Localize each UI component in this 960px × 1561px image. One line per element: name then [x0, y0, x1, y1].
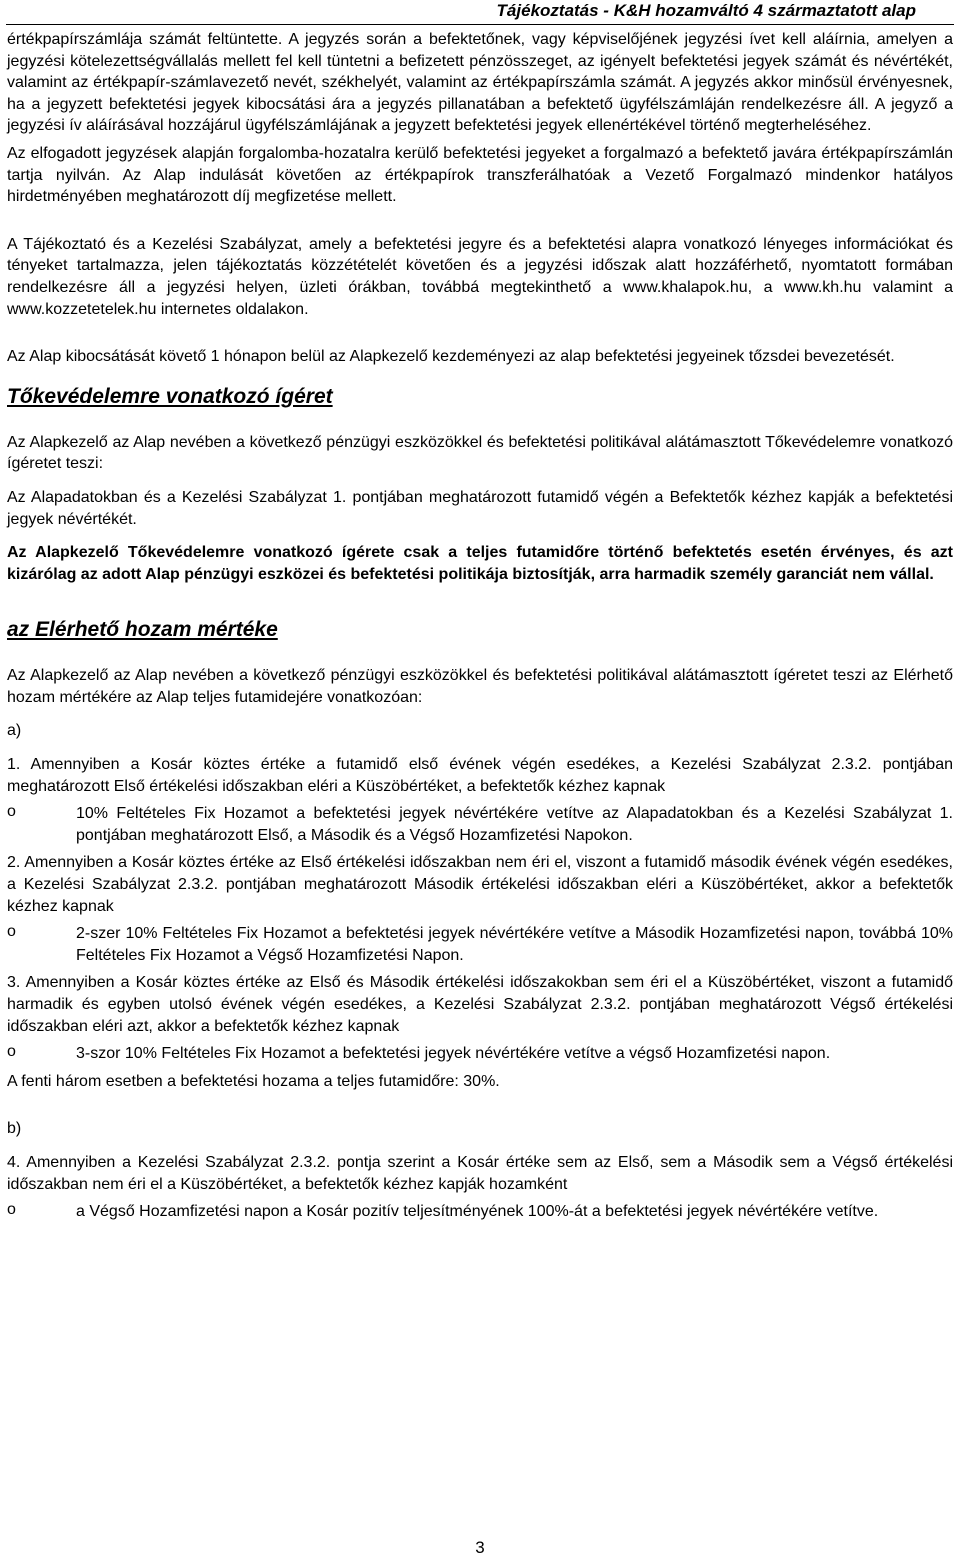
paragraph-yield-summary: A fenti három esetben a befektetési hozama a teljes futamidőre: 30%. [7, 1072, 500, 1090]
bullet-marker: o [7, 1201, 16, 1219]
label-case-a: a) [7, 722, 22, 740]
label-case-b: b) [7, 1120, 22, 1138]
paragraph-yield-intro: Az Alapkezelő az Alap nevében a következő pénzügyi eszközökkel és befektetési politikával alátámasztott ígéretet teszi az Elérhető hozam mértékére az Alap teljes futamidejére vonatkozóan: [7, 667, 953, 706]
bullet-marker: o [7, 923, 16, 941]
paragraph-subscription: értékpapírszámlája számát feltüntette. A jegyzés során a befektetőnek, vagy képviselőjének jegyzési ívet kell aláírnia, amelyen a jegyzési kötelezettségvállalás mellett fel kell tüntetni a befizetett pénzösszeget, az igényelt befektetési jegyek számát és névértékét, valamint az értékpapír-számlavezető nevét, székhelyét, valamint az értékpapírszámla számát. A jegyzés akkor minősül érvényesnek, ha a jegyzett befektetési jegyek kibocsátási ára a jegyzés pillanatában a befektető ügyfélszámláján rendelkezésre áll. A jegyző a jegyzési ív aláírásával hozzájárul ügyfélszámlájának a jegyzett befektetési jegyek ellenértékével történő megterheléséhez. [7, 31, 953, 135]
running-header: Tájékoztatás - K&H hozamváltó 4 származtatott alap [496, 1, 916, 20]
header-divider [6, 24, 954, 25]
bullet-text: 2-szer 10% Feltételes Fix Hozamot a befektetési jegyek névértékére vetítve a Második Hozamfizetési napon, továbbá 10% Feltételes Fix Hozamot a Végső Hozamfizetési Napon. [76, 925, 953, 964]
bullet-text: 3-szor 10% Feltételes Fix Hozamot a befektetési jegyek névértékére vetítve a végső Hozamfizetési napon. [76, 1045, 831, 1063]
bullet-text: 10% Feltételes Fix Hozamot a befektetési jegyek névértékére vetítve az Alapadatokban és a Kezelési Szabályzat 1. pontjában meghatározott Első, a Második és a Végső Hozamfizetési Napokon. [76, 805, 953, 844]
list-item-case-3: 3. Amennyiben a Kosár köztes értéke az Első és Második értékelési időszakokban sem éri el a Küszöbértéket, viszont a futamidő harmadik és egyben utolsó évének végén esedékes, a Kezelési Szabályzat 2.3.2. pontjában meghatározott Végső értékelési időszakban eléri azt, akkor a befektetők kézhez kapnak [7, 974, 953, 1035]
document-body [7, 29, 953, 1229]
list-item-case-4: 4. Amennyiben a Kezelési Szabályzat 2.3.2. pontja szerint a Kosár értéke sem az Első, sem a Második sem a Végső értékelési időszakban nem éri el a Küszöbértéket, a befektetők kézhez kapják hozamként [7, 1153, 953, 1193]
bullet-case-4 [7, 1201, 953, 1223]
bullet-marker: o [7, 803, 16, 821]
paragraph-listing: Az Alap kibocsátását követő 1 hónapon belül az Alapkezelő kezdeményezi az alap befektetési jegyeinek tőzsdei bevezetését. [7, 348, 895, 366]
bullet-text: a Végső Hozamfizetési napon a Kosár pozitív teljesítményének 100%-át a befektetési jegyek névértékére vetítve. [76, 1203, 879, 1221]
bullet-case-1 [7, 803, 953, 846]
section-heading-achievable-yield: az Elérhető hozam mértéke [7, 618, 278, 642]
paragraph-capital-protection-term: Az Alapadatokban és a Kezelési Szabályzat 1. pontjában meghatározott futamidő végén a Befektetők kézhez kapják a befektetési jegyek névértékét. [7, 488, 953, 528]
bullet-case-3 [7, 1043, 953, 1065]
list-item-case-2: 2. Amennyiben a Kosár köztes értéke az Első értékelési időszakban nem éri el, viszont a futamidő második évének végén esedékes, a Kezelési Szabályzat 2.3.2. pontjában meghatározott Második értékelési időszakban eléri a Küszöbértéket, akkor a befektetők kézhez kapnak [7, 854, 953, 915]
paragraph-capital-protection-intro: Az Alapkezelő az Alap nevében a következő pénzügyi eszközökkel és befektetési politikával alátámasztott Tőkevédelemre vonatkozó ígéretet teszi: [7, 433, 953, 473]
paragraph-transfer: Az elfogadott jegyzések alapján forgalomba-hozatalra kerülő befektetési jegyeket a forgalmazó a befektető javára értékpapírszámlán tartja nyilván. Az Alap indulását követően az értékpapírok transzferálhatóak a Vezető Forgalmazó mindenkor hatályos hirdetményében meghatározott díj megfizetése mellett. [7, 144, 953, 206]
page-number: 3 [475, 1538, 485, 1557]
paragraph-capital-protection-disclaimer: Az Alapkezelő Tőkevédelemre vonatkozó ígérete csak a teljes futamidőre történő befektetés esetén érvényes, és azt kizárólag az adott Alap pénzügyi eszközei és befektetési politikája biztosítják, arra harmadik személy garanciát nem vállal. [7, 544, 953, 583]
paragraph-availability: A Tájékoztató és a Kezelési Szabályzat, amely a befektetési jegyre és a befektetési alapra vonatkozó lényeges információkat és tényeket tartalmazza, jelen tájékoztatás közzétételét követően és a jegyzési időszak alatt hozzáférhető, nyomtatott formában rendelkezésre áll a jegyzési helyen, üzleti órákban, továbbá megtekinthető a www.khalapok.hu, a www.kh.hu valamint a www.kozzetetelek.hu internetes oldalakon. [7, 235, 953, 318]
section-heading-capital-protection: Tőkevédelemre vonatkozó ígéret [7, 384, 333, 408]
list-item-case-1: 1. Amennyiben a Kosár köztes értéke a futamidő első évének végén esedékes, a Kezelési Szabályzat 2.3.2. pontjában meghatározott Első értékelési időszakban eléri a Küszöbértéket, a befektetők kézhez kapnak [7, 756, 953, 795]
bullet-marker: o [7, 1043, 16, 1061]
bullet-case-2 [7, 923, 953, 966]
